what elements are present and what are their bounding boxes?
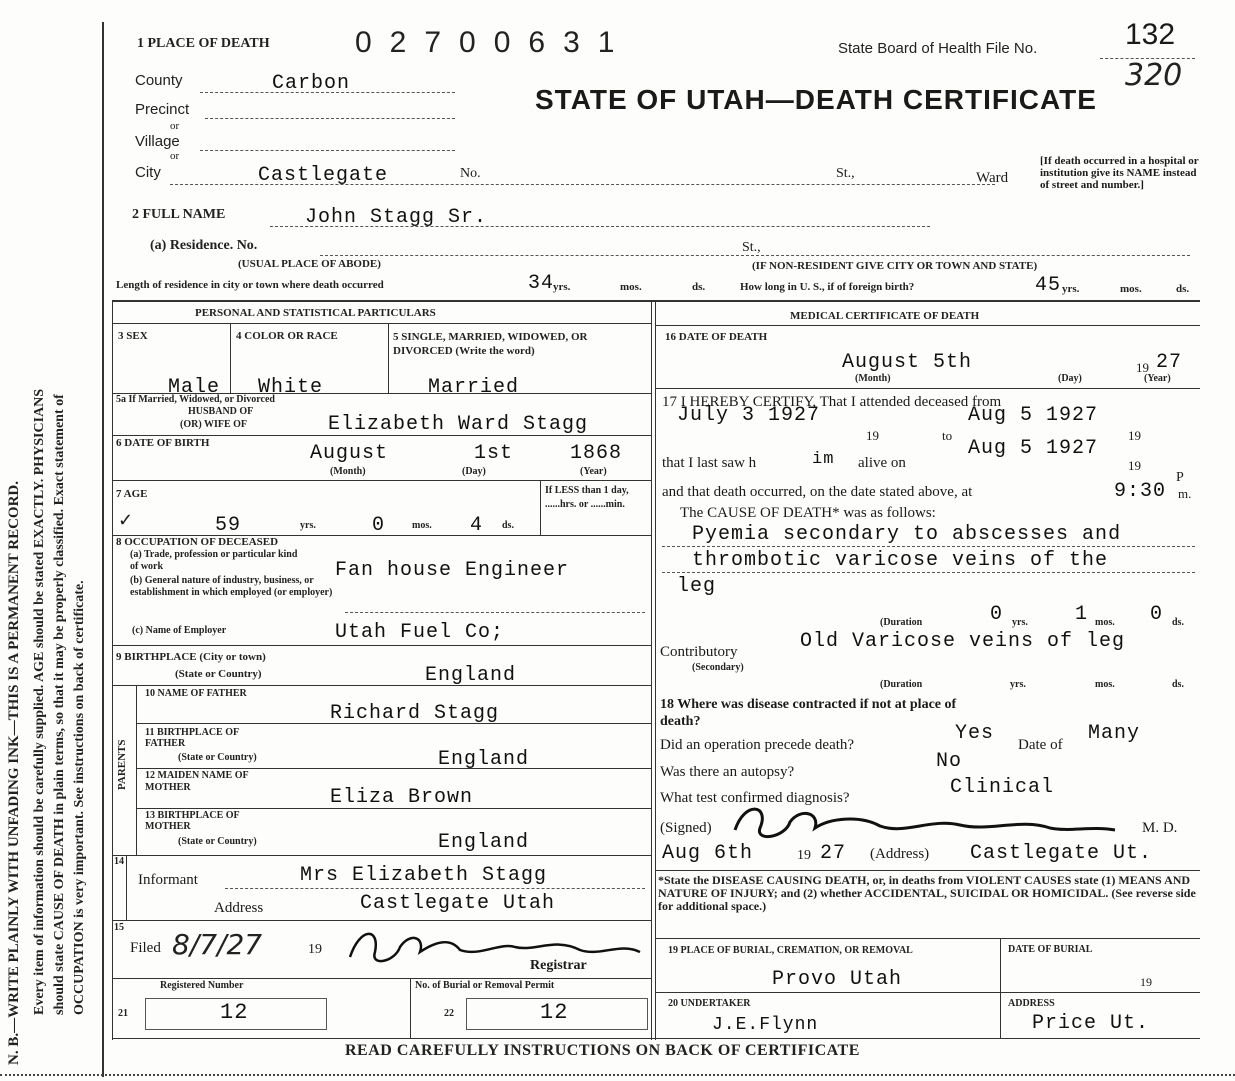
dod-year: 27 — [1156, 351, 1183, 374]
father-value: Richard Stagg — [330, 702, 500, 725]
informant-divider — [126, 855, 127, 920]
spouse-value: Elizabeth Ward Stagg — [328, 413, 589, 436]
undertaker-address-value: Price Ut. — [1032, 1012, 1150, 1035]
row-signed-line — [655, 870, 1200, 871]
operation-date-value: Many — [1088, 722, 1141, 745]
cause-dur-mos: 1 — [1075, 603, 1089, 626]
parents-label: PARENTS — [116, 739, 128, 790]
occupation-b-label: (b) General nature of industry, business, or establishment in which employed (or employer) — [130, 575, 333, 598]
ward-label: Ward — [976, 170, 1009, 186]
burial-date-19: 19 — [1140, 975, 1152, 989]
dod-19: 19 — [1136, 360, 1149, 375]
side-instruction-3: should state CAUSE OF DEATH in plain terms, so that it may be properly classified. Exact statement of — [52, 394, 67, 1015]
cause-line-3: leg — [677, 575, 717, 598]
city-line — [170, 184, 995, 185]
medical-heading: MEDICAL CERTIFICATE OF DEATH — [790, 310, 980, 322]
village-label: Village — [135, 133, 180, 150]
age-less-divider — [540, 480, 541, 535]
mother-birthplace-state: (State or Country) — [178, 836, 257, 847]
us-yrs: 45 — [1035, 274, 1062, 297]
informant-label: Informant — [138, 872, 198, 888]
full-name-line — [270, 226, 930, 227]
side-instruction-4: OCCUPATION is very important. See instructions on back of certificate. — [72, 580, 87, 1015]
village-line — [200, 150, 455, 151]
birthplace-state-label: (State or Country) — [175, 668, 262, 680]
row-dod-line — [655, 388, 1200, 389]
where-contracted-label: 18 Where was disease contracted if not at place of death? — [660, 697, 957, 729]
cause-rule-1 — [662, 546, 1195, 547]
signed-address-label: (Address) — [870, 846, 930, 862]
county-line — [200, 92, 455, 93]
age-yrs-label: yrs. — [300, 520, 316, 531]
test-value: Clinical — [950, 776, 1055, 799]
personal-heading: PERSONAL AND STATISTICAL PARTICULARS — [195, 307, 436, 319]
us-mos-label: mos. — [1120, 283, 1142, 295]
informant-address-value: Castlegate Utah — [360, 892, 556, 915]
age-ds: 4 — [470, 514, 484, 537]
registered-divider — [410, 978, 411, 1038]
informant-value: Mrs Elizabeth Stagg — [300, 864, 548, 887]
item-21: 21 — [118, 1008, 128, 1019]
operation-label: Did an operation precede death? — [660, 737, 855, 753]
file-number: 02700631 — [355, 26, 633, 59]
row-occupation-line — [112, 645, 651, 646]
physician-signature-svg — [730, 800, 1120, 845]
cause-dur-ds: 0 — [1150, 603, 1164, 626]
informant-line — [225, 888, 645, 889]
occupation-b-line — [345, 612, 645, 613]
place-of-death-label: 1 PLACE OF DEATH — [137, 36, 270, 51]
contrib-yrs-label: yrs. — [1010, 679, 1026, 690]
sex-label: 3 SEX — [118, 330, 148, 342]
row-spouse-line — [112, 435, 651, 436]
dob-year-caption: (Year) — [580, 466, 607, 477]
signed-date: Aug 6th — [662, 842, 754, 865]
row-mother-bp-line — [112, 855, 651, 856]
board-file-label: State Board of Health File No. — [838, 40, 1038, 57]
operation-value: Yes — [955, 722, 995, 745]
abode-label: (USUAL PLACE OF ABODE) — [238, 258, 381, 270]
row-dob-line — [112, 480, 651, 481]
cause-dur-mos-label: mos. — [1095, 617, 1115, 628]
cause-duration-label: (Duration — [880, 617, 923, 628]
less-than-day-label: If LESS than 1 day, ......hrs. or ......min. — [545, 485, 629, 510]
dob-label: 6 DATE OF BIRTH — [116, 437, 210, 449]
burial-permit-value: 12 — [540, 1000, 569, 1025]
informant-address-label: Address — [214, 900, 264, 916]
spouse-label-3: (OR) WIFE OF — [180, 419, 248, 430]
signed-label: (Signed) — [660, 820, 712, 836]
birthplace-value: England — [425, 664, 517, 687]
dob-month-caption: (Month) — [330, 466, 366, 477]
handwritten-number: 320 — [1125, 58, 1183, 93]
signed-19: 19 — [797, 848, 811, 863]
mother-value: Eliza Brown — [330, 786, 474, 809]
color-label: 4 COLOR OR RACE — [236, 330, 338, 342]
city-value: Castlegate — [258, 164, 389, 187]
length-ds-label: ds. — [692, 281, 706, 293]
row-filed-line — [112, 978, 651, 979]
item-14: 14 — [114, 856, 124, 867]
signed-address-value: Castlegate Ut. — [970, 842, 1153, 865]
father-birthplace-state: (State or Country) — [178, 752, 257, 763]
age-label: 7 AGE — [116, 488, 148, 500]
dod-month-caption: (Month) — [855, 373, 891, 384]
operation-date-label: Date of — [1018, 737, 1063, 753]
last-saw-19: 19 — [1128, 458, 1141, 473]
burial-divider — [1000, 938, 1001, 1038]
contributory-label: Contributory — [660, 644, 738, 660]
full-name-label: 2 FULL NAME — [132, 207, 226, 222]
attended-to-label: to — [942, 428, 953, 443]
burial-permit-label: No. of Burial or Removal Permit — [415, 980, 555, 991]
filed-value: 8/7/27 — [172, 928, 263, 961]
row-father-bp-line — [136, 768, 651, 769]
dod-label: 16 DATE OF DEATH — [665, 331, 768, 343]
registrar-signature — [340, 922, 660, 977]
occupation-value: Fan house Engineer — [335, 559, 570, 582]
dod-day-caption: (Day) — [1058, 373, 1082, 384]
city-st-label: St., — [836, 166, 855, 181]
city-no-label: No. — [460, 166, 481, 181]
attended-to: Aug 5 1927 — [968, 404, 1099, 427]
us-label: How long in U. S., if of foreign birth? — [740, 281, 915, 293]
us-ds-label: ds. — [1176, 283, 1190, 295]
cause-line-1: Pyemia secondary to abscesses and — [692, 523, 1122, 546]
cause-dur-ds-label: ds. — [1172, 617, 1184, 628]
filed-label: Filed — [130, 940, 161, 956]
attended-19a: 19 — [866, 428, 879, 443]
ward-note: [If death occurred in a hospital or institution give its NAME instead of street and number.] — [1040, 155, 1199, 191]
occupation-label: 8 OCCUPATION OF DECEASED — [116, 536, 279, 548]
residence-st-label: St., — [742, 240, 761, 255]
dob-day-caption: (Day) — [462, 466, 486, 477]
certify-label: 17 I HEREBY CERTIFY, That I attended deceased from — [662, 394, 1002, 410]
registered-number-value: 12 — [220, 1000, 249, 1025]
cause-footnote: *State the DISEASE CAUSING DEATH, or, in deaths from VIOLENT CAUSES state (1) MEANS AND NATURE OF INJURY; and (2) whether ACCIDENTAL, SUICIDAL OR HOMICIDAL. (See reverse side for additional space.) — [658, 873, 1196, 913]
sex-color-divider — [230, 323, 231, 393]
row-informant-line — [112, 920, 651, 921]
last-saw-him: im — [812, 450, 835, 469]
or-2: or — [170, 150, 180, 162]
row-father-line — [136, 723, 651, 724]
row-burial-line — [655, 992, 1200, 993]
precinct-label: Precinct — [135, 101, 190, 118]
contrib-mos-label: mos. — [1095, 679, 1115, 690]
city-label: City — [135, 164, 161, 181]
row-birthplace-line — [112, 685, 651, 686]
marital-value: Married — [428, 376, 520, 399]
cause-dur-yrs-label: yrs. — [1012, 617, 1028, 628]
burial-place-value: Provo Utah — [772, 968, 903, 991]
registrar-signature-svg — [340, 922, 660, 972]
certificate-title: STATE OF UTAH—DEATH CERTIFICATE — [535, 84, 1097, 115]
parents-divider — [136, 685, 137, 855]
mother-label: 12 MAIDEN NAME OF MOTHER — [145, 770, 249, 793]
father-birthplace-value: England — [438, 748, 530, 771]
alive-on-label: alive on — [858, 455, 906, 471]
autopsy-value: No — [936, 750, 963, 773]
last-saw-label: that I last saw h — [662, 455, 757, 471]
cause-line-2: thrombotic varicose veins of the — [692, 549, 1109, 572]
autopsy-label: Was there an autopsy? — [660, 764, 795, 780]
death-occurred-label: and that death occurred, on the date stated above, at — [662, 484, 973, 500]
row-mother-line — [136, 808, 651, 809]
age-check: ✓ — [118, 510, 134, 530]
employer-label: (c) Name of Employer — [132, 625, 227, 636]
full-name-value: John Stagg Sr. — [305, 206, 488, 229]
age-ds-label: ds. — [502, 520, 514, 531]
or-1: or — [170, 120, 180, 132]
county-label: County — [135, 72, 183, 89]
board-file-number: 132 — [1125, 18, 1176, 51]
item-22: 22 — [444, 1008, 454, 1019]
left-border-inner — [112, 300, 113, 1040]
footer-instructions: READ CAREFULLY INSTRUCTIONS ON BACK OF CERTIFICATE — [345, 1042, 860, 1059]
signed-year: 27 — [820, 842, 847, 865]
header-divider — [112, 300, 1200, 302]
undertaker-address-label: ADDRESS — [1008, 998, 1055, 1009]
employer-value: Utah Fuel Co; — [335, 621, 505, 644]
color-value: White — [258, 376, 324, 399]
county-value: Carbon — [272, 72, 351, 95]
death-time: 9:30 — [1114, 480, 1167, 503]
row-footnote-line — [655, 938, 1200, 939]
medical-heading-line — [655, 325, 1200, 326]
burial-place-label: 19 PLACE OF BURIAL, CREMATION, OR REMOVAL — [668, 945, 913, 956]
age-yrs: 59 — [215, 514, 242, 537]
father-label: 10 NAME OF FATHER — [145, 688, 247, 699]
bottom-table-line — [112, 1038, 1200, 1039]
side-instruction-2: Every item of information should be carefully supplied. AGE should be stated EXACTLY. PHYSICIANS — [32, 388, 47, 1015]
residence-label: (a) Residence. No. — [150, 238, 258, 253]
filed-19: 19 — [308, 942, 322, 957]
dob-month: August — [310, 442, 389, 465]
undertaker-value: J.E.Flynn — [712, 1015, 819, 1035]
attended-from: July 3 1927 — [677, 404, 821, 427]
marital-label: 5 SINGLE, MARRIED, WIDOWED, OR DIVORCED (Write the word) — [393, 331, 588, 357]
secondary-label: (Secondary) — [692, 662, 744, 673]
precinct-line — [205, 118, 455, 119]
length-yrs-label: yrs. — [553, 281, 571, 293]
birthplace-label: 9 BIRTHPLACE (City or town) — [116, 651, 266, 663]
dod-value: August 5th — [842, 351, 973, 374]
registered-number-label: Registered Number — [160, 980, 244, 991]
bottom-border — [0, 1074, 1235, 1076]
mother-birthplace-value: England — [438, 831, 530, 854]
test-label: What test confirmed diagnosis? — [660, 790, 850, 806]
length-residence-label: Length of residence in city or town where death occurred — [116, 279, 384, 291]
side-instruction-1: N. B.—WRITE PLAINLY WITH UNFADING INK—THIS IS A PERMANENT RECORD. — [6, 481, 22, 1065]
contrib-ds-label: ds. — [1172, 679, 1184, 690]
contributory-value: Old Varicose veins of leg — [800, 630, 1126, 653]
length-mos-label: mos. — [620, 281, 642, 293]
burial-date-label: DATE OF BURIAL — [1008, 944, 1093, 955]
attended-19b: 19 — [1128, 428, 1141, 443]
us-yrs-label: yrs. — [1062, 283, 1080, 295]
left-border — [102, 22, 104, 1077]
last-saw-date: Aug 5 1927 — [968, 437, 1099, 460]
cause-label: The CAUSE OF DEATH* was as follows: — [680, 505, 936, 521]
color-marital-divider — [388, 323, 389, 393]
death-pm: P — [1176, 470, 1184, 485]
mother-birthplace-label: 13 BIRTHPLACE OF MOTHER — [145, 810, 240, 832]
father-birthplace-label: 11 BIRTHPLACE OF FATHER — [145, 727, 239, 749]
dob-year: 1868 — [570, 442, 623, 465]
contrib-duration-label: (Duration — [880, 679, 923, 690]
spouse-label-1: 5a If Married, Widowed, or Divorced — [116, 394, 275, 405]
occupation-a-label: (a) Trade, profession or particular kind of work — [130, 549, 298, 572]
cause-rule-2 — [662, 572, 1195, 573]
spouse-label-2: HUSBAND OF — [188, 406, 254, 417]
age-mos-label: mos. — [412, 520, 432, 531]
undertaker-label: 20 UNDERTAKER — [668, 998, 751, 1009]
md-label: M. D. — [1142, 820, 1178, 836]
death-m: m. — [1178, 486, 1192, 501]
dob-day: 1st — [474, 442, 514, 465]
sex-value: Male — [168, 376, 221, 399]
dod-year-caption: (Year) — [1144, 373, 1171, 384]
registrar-label: Registrar — [530, 958, 587, 973]
length-residence-yrs: 34 — [528, 272, 555, 295]
cause-dur-yrs: 0 — [990, 603, 1004, 626]
item-15: 15 — [114, 922, 124, 933]
age-mos: 0 — [372, 514, 386, 537]
personal-heading-line — [112, 323, 651, 324]
nonresident-label: (IF NON-RESIDENT GIVE CITY OR TOWN AND STATE) — [752, 260, 1038, 272]
